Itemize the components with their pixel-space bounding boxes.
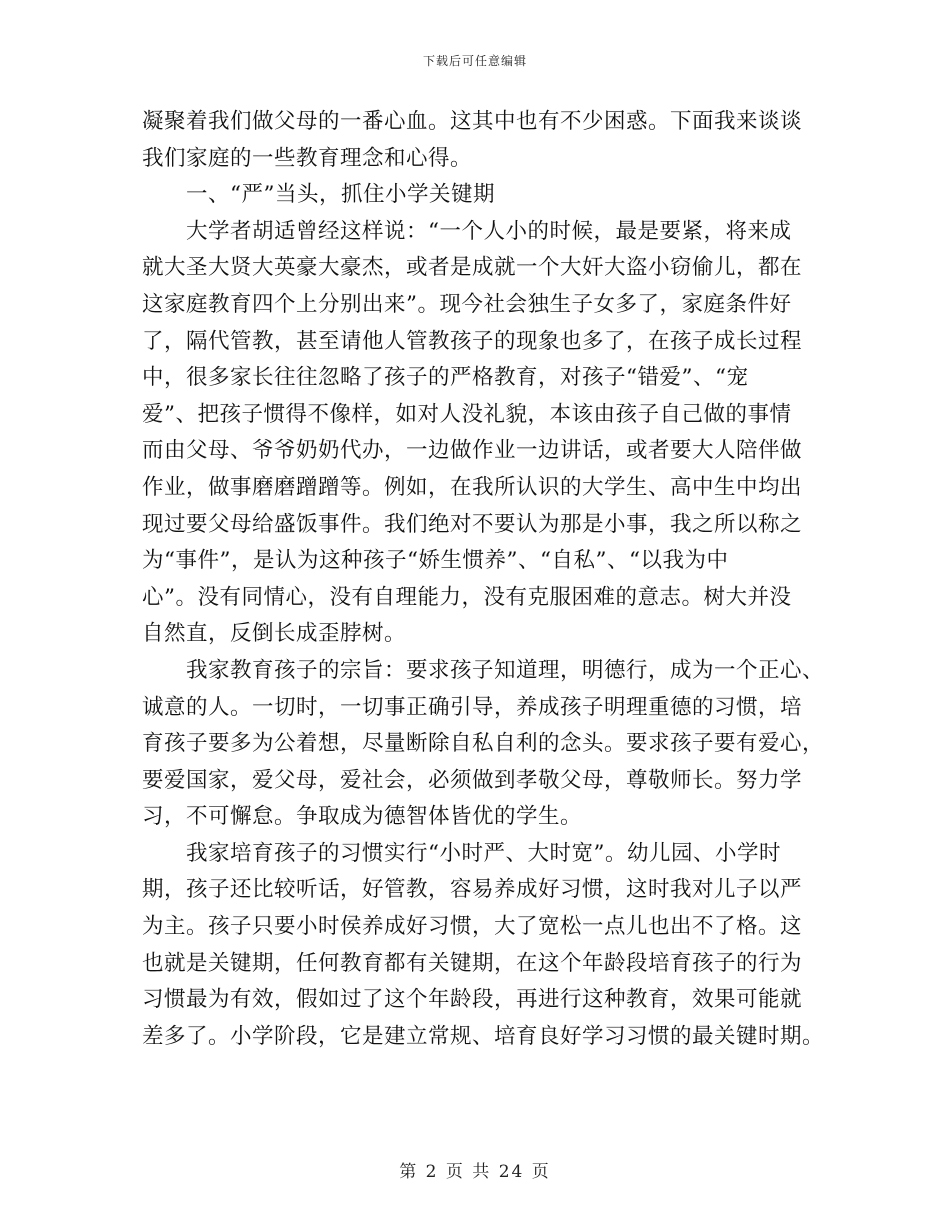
- section-heading: 一、“严”当头，抓住小学关键期: [142, 182, 495, 208]
- text-line: 我们家庭的一些教育理念和心得。: [142, 145, 473, 171]
- text-line: 就大圣大贤大英豪大豪杰，或者是成就一个大奸大盗小窃偷儿，都在: [142, 255, 803, 281]
- text-line: 我家教育孩子的宗旨：要求孩子知道理，明德行，成为一个正心、: [142, 657, 825, 683]
- text-line: 心”。没有同情心，没有自理能力，没有克服困难的意志。树大并没: [142, 584, 792, 610]
- page-number-footer: 第 2 页 共 24 页: [399, 1162, 551, 1182]
- text-line: 要爱国家，爱父母，爱社会，必须做到孝敬父母，尊敬师长。努力学: [142, 767, 803, 793]
- text-line: 诚意的人。一切时，一切事正确引导，养成孩子明理重德的习惯，培: [142, 694, 803, 720]
- text-line: 期，孩子还比较听话，好管教，容易养成好习惯，这时我对儿子以严: [142, 877, 803, 903]
- text-line: 差多了。小学阶段，它是建立常规、培育良好学习习惯的最关键时期。: [142, 1023, 825, 1049]
- page-header: 下载后可任意编辑: [422, 54, 527, 68]
- text-line: 了，隔代管教，甚至请他人管教孩子的现象也多了，在孩子成长过程: [142, 328, 803, 354]
- text-line: 作业，做事磨磨蹭蹭等。例如，在我所认识的大学生、高中生中均出: [142, 474, 803, 500]
- text-line: 习惯最为有效，假如过了这个年龄段，再进行这种教育，效果可能就: [142, 987, 803, 1013]
- text-line: 爱”、把孩子惯得不像样，如对人没礼貌，本该由孩子自己做的事情: [142, 401, 792, 427]
- text-line: 也就是关键期，任何教育都有关键期，在这个年龄段培育孩子的行为: [142, 950, 803, 976]
- text-line: 这家庭教育四个上分别出来”。现今社会独生子女多了，家庭条件好: [142, 291, 792, 317]
- text-line: 而由父母、爷爷奶奶代办，一边做作业一边讲话，或者要大人陪伴做: [142, 438, 803, 464]
- text-line: 大学者胡适曾经这样说：“一个人小的时候，最是要紧，将来成: [142, 218, 792, 244]
- text-line: 为主。孩子只要小时侯养成好习惯，大了宽松一点儿也出不了格。这: [142, 914, 803, 940]
- text-line: 为“事件”，是认为这种孩子“娇生惯养”、“自私”、“以我为中: [142, 548, 729, 574]
- text-line: 习，不可懈怠。争取成为德智体皆优的学生。: [142, 804, 583, 830]
- document-body: [142, 104, 825, 1055]
- text-line: 凝聚着我们做父母的一番心血。这其中也有不少困惑。下面我来谈谈: [142, 109, 803, 134]
- text-line: 中，很多家长往往忽略了孩子的严格教育，对孩子“错爱”、“宠: [142, 365, 749, 391]
- text-line: 自然直，反倒长成歪脖树。: [142, 621, 407, 647]
- text-line: 我家培育孩子的习惯实行“小时严、大时宽”。幼儿园、小学时: [142, 840, 781, 866]
- text-line: 育孩子要多为公着想，尽量断除自私自利的念头。要求孩子要有爱心，: [142, 731, 825, 757]
- text-line: 现过要父母给盛饭事件。我们绝对不要认为那是小事，我之所以称之: [142, 511, 803, 537]
